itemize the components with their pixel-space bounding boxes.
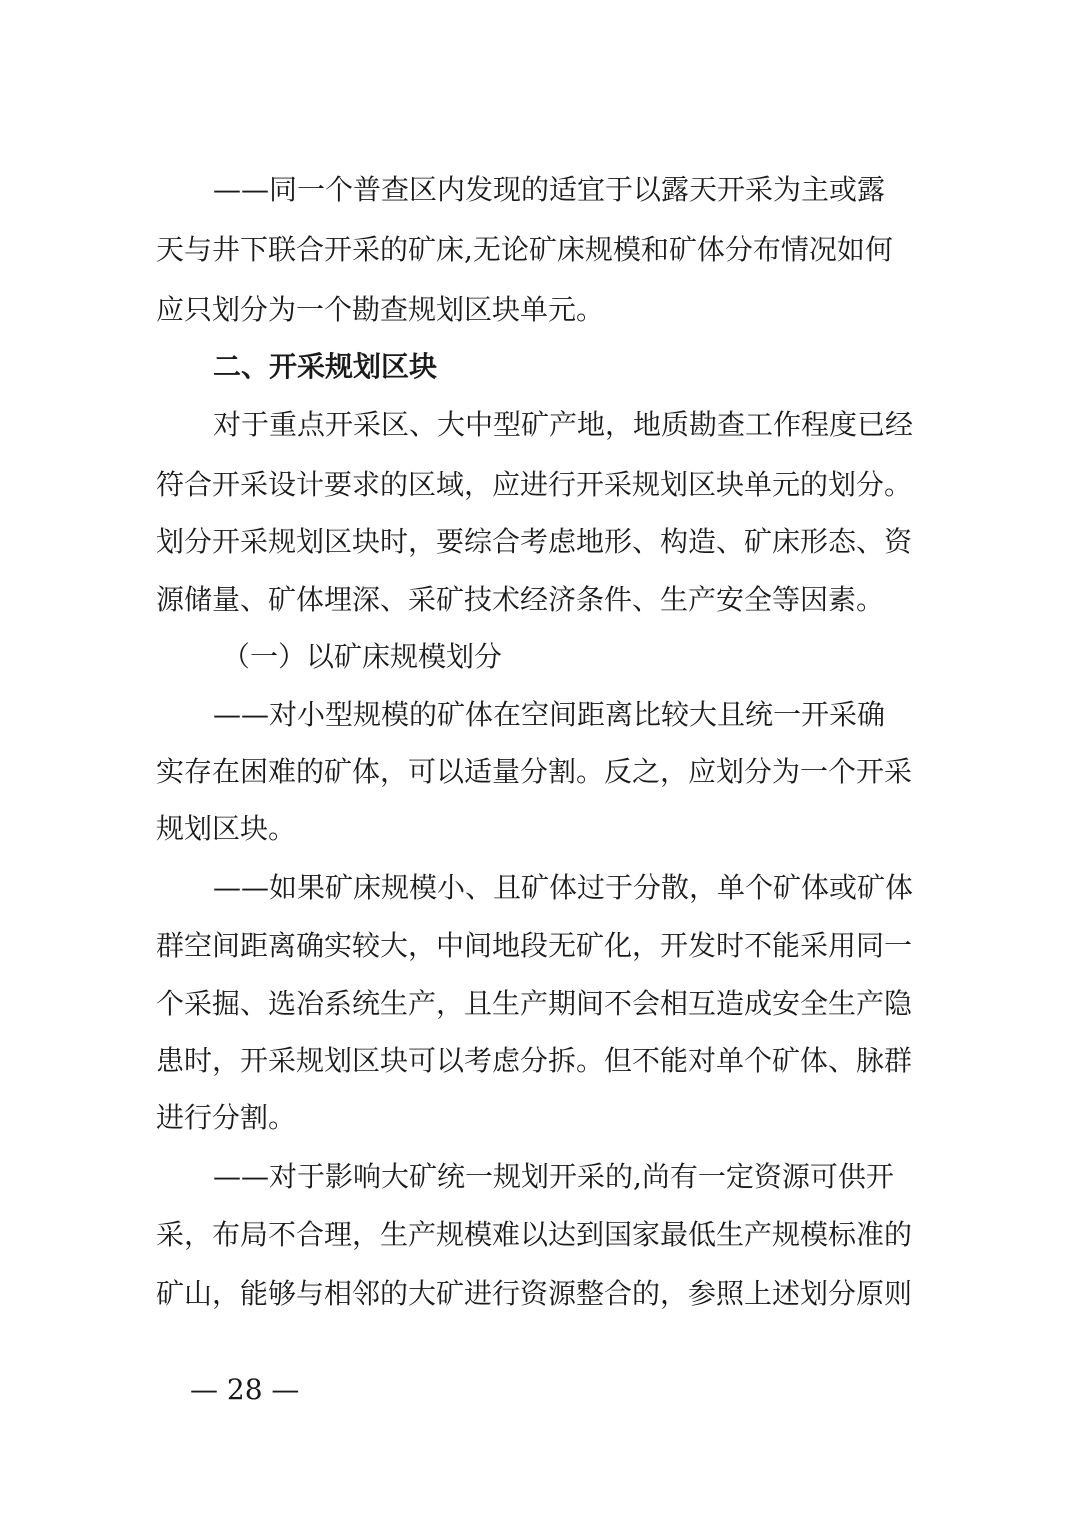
paragraph-line-1: ——同一个普查区内发现的适宜于以露天开采为主或露: [213, 173, 886, 206]
paragraph-line-8: ——对小型规模的矿体在空间距离比较大且统一开采确: [213, 698, 886, 731]
paragraph-line-2: 天与井下联合开采的矿床,无论矿床规模和矿体分布情况如何: [156, 233, 893, 266]
paragraph-line-14: 患时，开采规划区块可以考虑分拆。但不能对单个矿体、脉群: [156, 1044, 913, 1077]
paragraph-line-13: 个采掘、选冶系统生产，且生产期间不会相互造成安全生产隐: [156, 987, 913, 1020]
page-number: — 28 —: [190, 1373, 300, 1406]
paragraph-line-5: 符合开采设计要求的区域，应进行开采规划区块单元的划分。: [156, 468, 913, 501]
paragraph-line-12: 群空间距离确实较大，中间地段无矿化，开发时不能采用同一: [156, 929, 913, 962]
paragraph-line-3: 应只划分为一个勘查规划区块单元。: [156, 293, 605, 326]
section-heading: 二、开采规划区块: [213, 350, 438, 383]
paragraph-line-6: 划分开采规划区块时，要综合考虑地形、构造、矿床形态、资: [156, 525, 913, 558]
subsection-heading: （一）以矿床规模划分: [222, 640, 503, 673]
paragraph-line-17: 采，布局不合理，生产规模难以达到国家最低生产规模标准的: [156, 1218, 913, 1251]
paragraph-line-10: 规划区块。: [156, 812, 297, 845]
paragraph-line-4: 对于重点开采区、大中型矿产地，地质勘查工作程度已经: [213, 408, 914, 441]
paragraph-line-16: ——对于影响大矿统一规划开采的,尚有一定资源可供开: [213, 1160, 894, 1193]
paragraph-line-15: 进行分割。: [156, 1101, 297, 1134]
paragraph-line-9: 实存在困难的矿体，可以适量分割。反之，应划分为一个开采: [156, 755, 913, 788]
paragraph-line-11: ——如果矿床规模小、且矿体过于分散，单个矿体或矿体: [213, 871, 914, 904]
paragraph-line-18: 矿山，能够与相邻的大矿进行资源整合的，参照上述划分原则: [156, 1277, 913, 1310]
paragraph-line-7: 源储量、矿体埋深、采矿技术经济条件、生产安全等因素。: [156, 583, 885, 616]
